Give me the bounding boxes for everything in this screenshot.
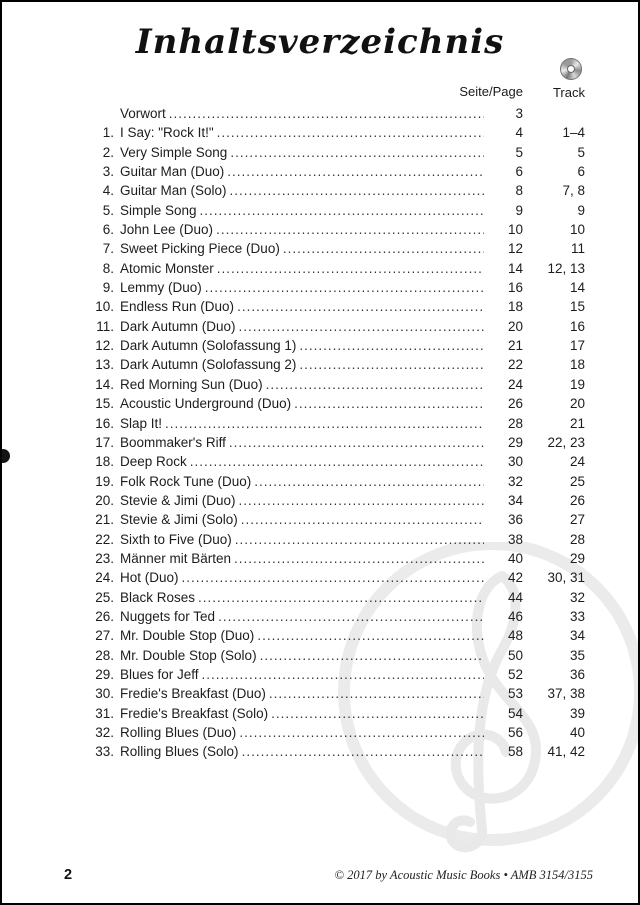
row-track: 35 [569, 647, 585, 663]
row-track: 7, 8 [562, 183, 585, 199]
toc-row [64, 416, 585, 435]
toc-row [64, 357, 585, 376]
row-num: 5. [102, 202, 114, 218]
row-track: 16 [569, 318, 585, 334]
dot-leader [235, 532, 484, 547]
row-track: 25 [569, 473, 585, 489]
dot-leader [269, 686, 484, 701]
dot-leader [216, 222, 484, 237]
row-title: Deep Rock [120, 454, 187, 470]
toc-row [64, 667, 585, 686]
row-num: 7. [102, 241, 114, 257]
dot-leader [239, 319, 484, 334]
toc-row [64, 106, 585, 125]
toc-row [64, 183, 585, 202]
toc-row [64, 744, 585, 763]
dot-leader [239, 493, 484, 508]
row-track: 24 [569, 454, 585, 470]
row-num: 26. [95, 608, 114, 624]
row-title: Männer mit Bärten [120, 550, 232, 566]
toc-row [64, 454, 585, 473]
toc-row [64, 570, 585, 589]
row-num: 3. [102, 164, 114, 180]
row-num: 20. [95, 492, 114, 508]
row-page: 24 [507, 376, 523, 392]
dot-leader [257, 628, 484, 643]
row-title: Endless Run (Duo) [120, 299, 235, 315]
row-track: 20 [569, 396, 585, 412]
row-num: 28. [95, 647, 114, 663]
row-title: Guitar Man (Solo) [120, 183, 227, 199]
row-track: 12, 13 [547, 260, 585, 276]
row-track: 22, 23 [547, 434, 585, 450]
row-title: Simple Song [120, 202, 197, 218]
row-page: 18 [507, 299, 523, 315]
row-track: 36 [569, 666, 585, 682]
row-page: 58 [507, 744, 523, 760]
row-track: 5 [577, 144, 585, 160]
row-track: 19 [569, 376, 585, 392]
dot-leader [299, 338, 484, 353]
dot-leader [227, 164, 484, 179]
dot-leader [205, 280, 484, 295]
toc-row [64, 241, 585, 260]
toc-header [64, 58, 585, 100]
toc-row [64, 532, 585, 551]
cd-icon [560, 58, 582, 80]
dot-leader [230, 145, 484, 160]
row-title: Dark Autumn (Duo) [120, 318, 236, 334]
row-num: 30. [95, 686, 114, 702]
dot-leader [190, 454, 484, 469]
dot-leader [229, 435, 484, 450]
row-title: Black Roses [120, 589, 196, 605]
row-page: 9 [515, 202, 523, 218]
row-page: 34 [507, 492, 523, 508]
dot-leader [283, 241, 484, 256]
row-page: 29 [507, 434, 523, 450]
row-title: Sweet Picking Piece (Duo) [120, 241, 280, 257]
toc-row [64, 628, 585, 647]
row-page: 12 [507, 241, 523, 257]
toc-row [64, 725, 585, 744]
row-num: 27. [95, 628, 114, 644]
row-track: 1–4 [562, 125, 585, 141]
row-page: 48 [507, 628, 523, 644]
row-title: Stevie & Jimi (Solo) [120, 512, 238, 528]
row-num: 25. [95, 589, 114, 605]
row-page: 36 [507, 512, 523, 528]
row-page: 53 [507, 686, 523, 702]
dot-leader [241, 512, 484, 527]
row-track: 33 [569, 608, 585, 624]
row-page: 10 [507, 222, 523, 238]
dot-leader [200, 203, 484, 218]
row-track: 9 [577, 202, 585, 218]
row-num: 29. [95, 666, 114, 682]
row-title: Folk Rock Tune (Duo) [120, 473, 252, 489]
row-num: 6. [102, 222, 114, 238]
dot-leader [237, 299, 484, 314]
toc-row [64, 493, 585, 512]
row-track: 40 [569, 725, 585, 740]
row-num: 12. [95, 338, 114, 354]
row-title: Acoustic Underground (Duo) [120, 396, 292, 412]
row-page: 52 [507, 666, 523, 682]
dot-leader [254, 474, 484, 489]
row-title: Vorwort [120, 106, 166, 121]
toc-row [64, 280, 585, 299]
row-title: Nuggets for Ted [120, 608, 216, 624]
row-page: 54 [507, 705, 523, 721]
dot-leader [242, 744, 484, 759]
row-page: 21 [507, 338, 523, 354]
row-title: Fredie's Breakfast (Duo) [120, 686, 266, 702]
row-page: 38 [507, 531, 523, 547]
row-page: 6 [515, 164, 523, 180]
dot-leader [217, 125, 484, 140]
row-track: 41, 42 [547, 744, 585, 760]
toc-row [64, 299, 585, 318]
row-page: 32 [507, 473, 523, 489]
row-num: 9. [102, 280, 114, 296]
row-track: 18 [569, 357, 585, 373]
row-title: Dark Autumn (Solofassung 2) [120, 357, 297, 373]
row-num: 23. [95, 550, 114, 566]
dot-leader [165, 416, 484, 431]
row-track: 6 [577, 164, 585, 180]
row-title: Dark Autumn (Solofassung 1) [120, 338, 297, 354]
row-page: 40 [507, 550, 523, 566]
row-track: 21 [569, 415, 585, 431]
dot-leader [234, 551, 484, 566]
row-page: 50 [507, 647, 523, 663]
row-title: Boommaker's Riff [120, 434, 226, 450]
row-title: Atomic Monster [120, 260, 214, 276]
dot-leader [217, 261, 484, 276]
row-title: Mr. Double Stop (Solo) [120, 647, 257, 663]
row-page: 56 [507, 725, 523, 740]
toc-row [64, 590, 585, 609]
row-num: 10. [95, 299, 114, 315]
dot-leader [271, 706, 484, 721]
row-title: Red Morning Sun (Duo) [120, 376, 263, 392]
row-page: 5 [515, 144, 523, 160]
row-track: 14 [569, 280, 585, 296]
page-title: Inhaltsverzeichnis [135, 22, 505, 62]
column-header-track-group [523, 58, 585, 100]
row-track: 30, 31 [547, 570, 585, 586]
toc-row [64, 319, 585, 338]
column-header-track: Track [552, 85, 585, 100]
dot-leader [260, 648, 484, 663]
toc-row [64, 261, 585, 280]
row-title: Guitar Man (Duo) [120, 164, 225, 180]
row-num: 8. [102, 260, 114, 276]
row-title: Rolling Blues (Solo) [120, 744, 239, 760]
row-track: 29 [569, 550, 585, 566]
toc-row [64, 686, 585, 705]
row-num: 19. [95, 473, 114, 489]
dot-leader [218, 609, 484, 624]
page-footer [64, 867, 593, 883]
copyright: © 2017 by Acoustic Music Books • AMB 3154/3155 [334, 868, 593, 882]
row-title: Slap It! [120, 415, 163, 431]
row-track: 10 [569, 222, 585, 238]
row-page: 26 [507, 396, 523, 412]
row-title: Mr. Double Stop (Duo) [120, 628, 255, 644]
dot-leader [294, 396, 484, 411]
toc-row [64, 338, 585, 357]
toc-row [64, 474, 585, 493]
row-page: 46 [507, 608, 523, 624]
row-title: Stevie & Jimi (Duo) [120, 492, 236, 508]
toc-row [64, 164, 585, 183]
toc-row [64, 706, 585, 725]
dot-leader [239, 725, 484, 740]
toc-row [64, 551, 585, 570]
column-header-page: Seite/Page [459, 84, 523, 99]
row-title: Blues for Jeff [120, 666, 199, 682]
row-num: 2. [102, 144, 114, 160]
toc-row [64, 377, 585, 396]
row-track: 26 [569, 492, 585, 508]
row-num: 13. [95, 357, 114, 373]
row-page: 14 [507, 260, 523, 276]
row-num: 21. [95, 512, 114, 528]
row-num: 22. [95, 531, 114, 547]
row-track: 32 [569, 589, 585, 605]
row-page: 30 [507, 454, 523, 470]
row-title: Lemmy (Duo) [120, 280, 202, 296]
dot-leader [266, 377, 484, 392]
row-track: 15 [569, 299, 585, 315]
row-page: 4 [515, 125, 523, 141]
row-title: John Lee (Duo) [120, 222, 214, 238]
dot-leader [202, 667, 484, 682]
row-page: 20 [507, 318, 523, 334]
row-page: 8 [515, 183, 523, 199]
row-num: 33. [95, 744, 114, 760]
dot-leader [299, 357, 484, 372]
row-track: 17 [569, 338, 585, 354]
row-title: Very Simple Song [120, 144, 228, 160]
dot-leader [198, 590, 484, 605]
toc-row [64, 512, 585, 531]
row-page: 3 [515, 106, 523, 121]
row-num: 18. [95, 454, 114, 470]
row-num: 1. [102, 125, 114, 141]
row-track: 37, 38 [547, 686, 585, 702]
row-page: 16 [507, 280, 523, 296]
toc-row [64, 145, 585, 164]
row-track: 39 [569, 705, 585, 721]
toc-row [64, 435, 585, 454]
row-num: 16. [95, 415, 114, 431]
row-title: I Say: "Rock It!" [120, 125, 214, 141]
row-num: 15. [95, 396, 114, 412]
row-num: 14. [95, 376, 114, 392]
toc-row [64, 222, 585, 241]
row-page: 44 [507, 589, 523, 605]
row-page: 28 [507, 415, 523, 431]
row-page: 42 [507, 570, 523, 586]
row-num: 32. [95, 725, 114, 740]
toc-row [64, 609, 585, 628]
row-track: 11 [570, 241, 585, 257]
row-page: 22 [507, 357, 523, 373]
dot-leader [169, 106, 484, 121]
toc-row [64, 125, 585, 144]
row-num: 17. [95, 434, 114, 450]
dot-leader [230, 183, 484, 198]
row-num: 31. [95, 705, 114, 721]
toc-row [64, 648, 585, 667]
row-track: 27 [569, 512, 585, 528]
binding-mark [2, 449, 10, 463]
page-number: 2 [64, 867, 73, 883]
row-num: 24. [95, 570, 114, 586]
toc-row [64, 396, 585, 415]
row-title: Fredie's Breakfast (Solo) [120, 705, 269, 721]
row-track: 34 [569, 628, 585, 644]
row-num: 4. [102, 183, 114, 199]
row-track: 28 [569, 531, 585, 547]
row-title: Rolling Blues (Duo) [120, 725, 237, 740]
row-title: Sixth to Five (Duo) [120, 531, 232, 547]
row-title: Hot (Duo) [120, 570, 179, 586]
row-num: 11. [96, 318, 114, 334]
toc-rows [64, 106, 585, 764]
toc-row [64, 203, 585, 222]
dot-leader [182, 570, 484, 585]
